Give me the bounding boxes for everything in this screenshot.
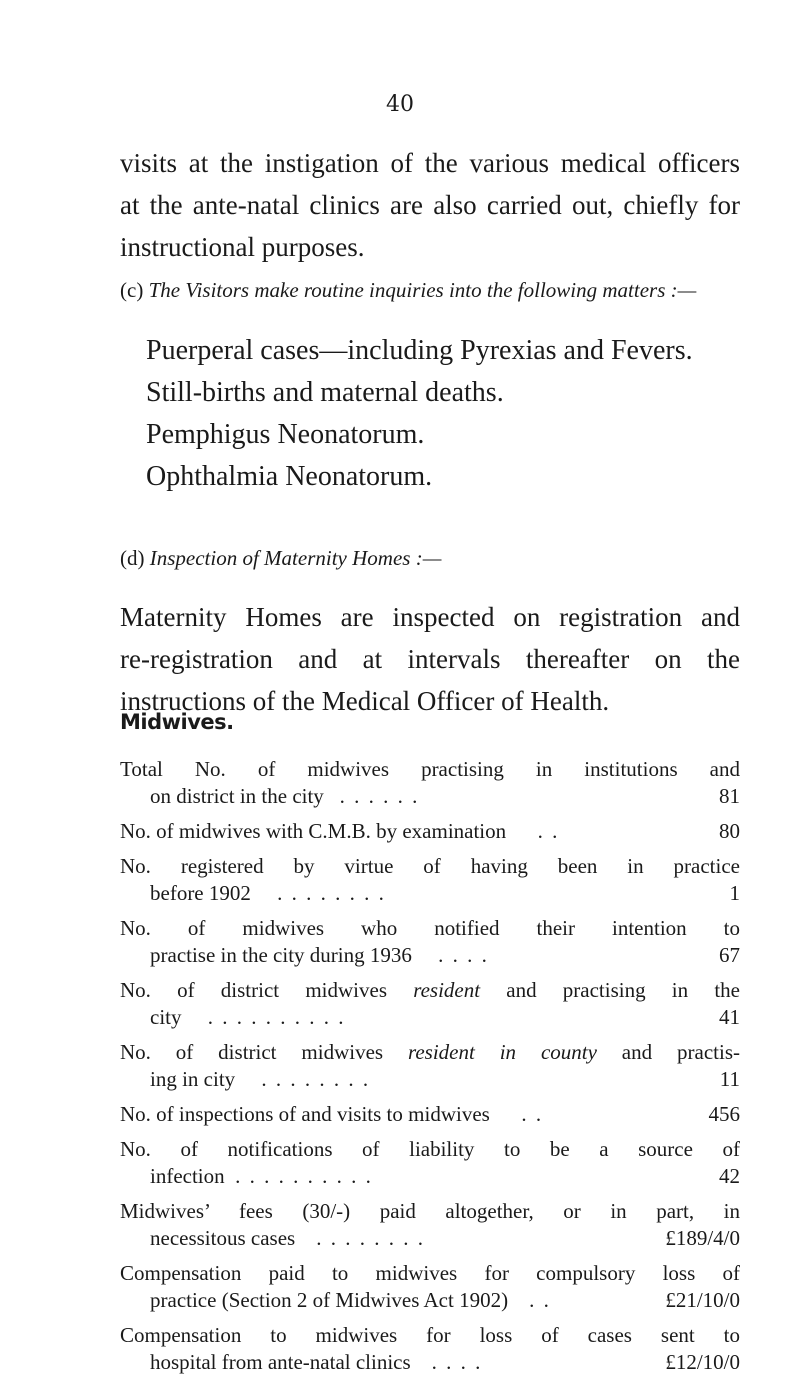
stat-row [120, 756, 740, 810]
maternity-paragraph [120, 596, 740, 722]
stat-label: Total No. of midwives practising in institutions and [120, 757, 740, 781]
leader-dots: . . [529, 1288, 551, 1312]
matter-item: Pemphigus Neonatorum. [146, 419, 425, 450]
section-d-title: Inspection of Maternity Homes :— [149, 546, 442, 570]
stat-label-cont: city [150, 1005, 182, 1029]
stat-row [120, 1039, 740, 1093]
stat-row [120, 1136, 740, 1190]
leader-dots: . . . . . . [339, 784, 420, 808]
leader-dots: . . [521, 1102, 544, 1126]
stat-value: £21/10/0 [665, 1288, 740, 1312]
stat-row [120, 1260, 740, 1314]
section-c-heading [120, 278, 740, 303]
section-d-marker: (d) [120, 546, 145, 570]
leader-dots: . . . . . . . . [277, 881, 386, 905]
stat-label-emphasis: resident [413, 978, 481, 1002]
stat-label: Midwives’ fees (30/-) paid altogether, or in part, in [120, 1199, 740, 1223]
stat-row [120, 977, 740, 1031]
leader-dots: . . . . [431, 1350, 483, 1374]
leader-dots: . . [537, 819, 560, 843]
intro-line: instructional purposes. [120, 232, 365, 262]
stat-label-cont: practise in the city during 1936 [150, 943, 412, 967]
stat-row [120, 1198, 740, 1252]
stat-label: No. of district midwives [120, 978, 414, 1002]
stat-value: 81 [719, 784, 740, 808]
stat-label: No. of notifications of liability to be a source of [120, 1137, 740, 1161]
stat-label-cont: ing in city [150, 1067, 236, 1091]
leader-dots: . . . . . . . . [316, 1226, 425, 1250]
stat-value: 11 [719, 1067, 740, 1091]
leader-dots: . . . . [438, 943, 489, 967]
leader-dots: . . . . . . . . . . [235, 1164, 373, 1188]
matters-list [146, 330, 766, 498]
stat-value: 80 [719, 819, 740, 843]
midwives-heading: Midwives. [120, 710, 234, 734]
leader-dots: . . . . . . . . [261, 1067, 371, 1091]
section-d-heading [120, 546, 740, 571]
intro-line: visits at the instigation of the various medical officers [120, 148, 740, 178]
stat-label-cont: on district in the city [150, 784, 324, 808]
stat-label: Compensation paid to midwives for compulsory loss of [120, 1261, 740, 1285]
maternity-line: Maternity Homes are inspected on registration and [120, 602, 740, 632]
stat-row [120, 818, 740, 845]
stat-value: 42 [719, 1164, 740, 1188]
stat-value: 41 [719, 1005, 740, 1029]
stat-label-emphasis: resident in county [407, 1040, 597, 1064]
stat-label: and practis- [596, 1040, 740, 1064]
stat-value: 1 [729, 881, 740, 905]
stat-value: £189/4/0 [665, 1226, 740, 1250]
stat-row [120, 915, 740, 969]
intro-paragraph [120, 142, 740, 268]
leader-dots: . . . . . . . . . . [207, 1005, 346, 1029]
stat-label-line [120, 977, 740, 1004]
stat-value: 456 [708, 1102, 740, 1126]
maternity-line: instructions of the Medical Officer of Health. [120, 686, 610, 716]
stat-label-line [120, 1039, 740, 1066]
stat-label: No. of inspections of and visits to midwives [120, 1102, 490, 1126]
stat-label: and practising in the [480, 978, 740, 1002]
page-number: 40 [386, 92, 414, 117]
stat-row [120, 1101, 740, 1128]
stat-label-cont: practice (Section 2 of Midwives Act 1902) [150, 1288, 509, 1312]
matter-item: Ophthalmia Neonatorum. [146, 461, 433, 492]
stat-row [120, 1322, 740, 1376]
stat-value: 67 [719, 943, 740, 967]
intro-line: at the ante-natal clinics are also carried out, chiefly for [120, 190, 740, 220]
section-c-marker: (c) [120, 278, 144, 302]
stat-label-cont: infection [150, 1164, 225, 1188]
stat-label: No. of midwives with C.M.B. by examination [120, 819, 507, 843]
stat-label: No. of midwives who notified their intention to [120, 916, 740, 940]
stat-label: Compensation to midwives for loss of cases sent to [120, 1323, 740, 1347]
stat-label-cont: necessitous cases [150, 1226, 296, 1250]
matter-item: Puerperal cases—including Pyrexias and Fevers. [146, 335, 693, 366]
stat-label-cont: before 1902 [150, 881, 251, 905]
midwives-stats [120, 756, 740, 1384]
stat-label: No. of district midwives [120, 1040, 408, 1064]
stat-row [120, 853, 740, 907]
section-c-title: The Visitors make routine inquiries into the following matters :— [148, 278, 697, 302]
matter-item: Still-births and maternal deaths. [146, 377, 504, 408]
stat-label: No. registered by virtue of having been in practice [120, 854, 740, 878]
maternity-line: re-registration and at intervals thereafter on the [120, 644, 740, 674]
stat-value: £12/10/0 [665, 1350, 740, 1374]
stat-label-cont: hospital from ante-natal clinics [150, 1350, 411, 1374]
